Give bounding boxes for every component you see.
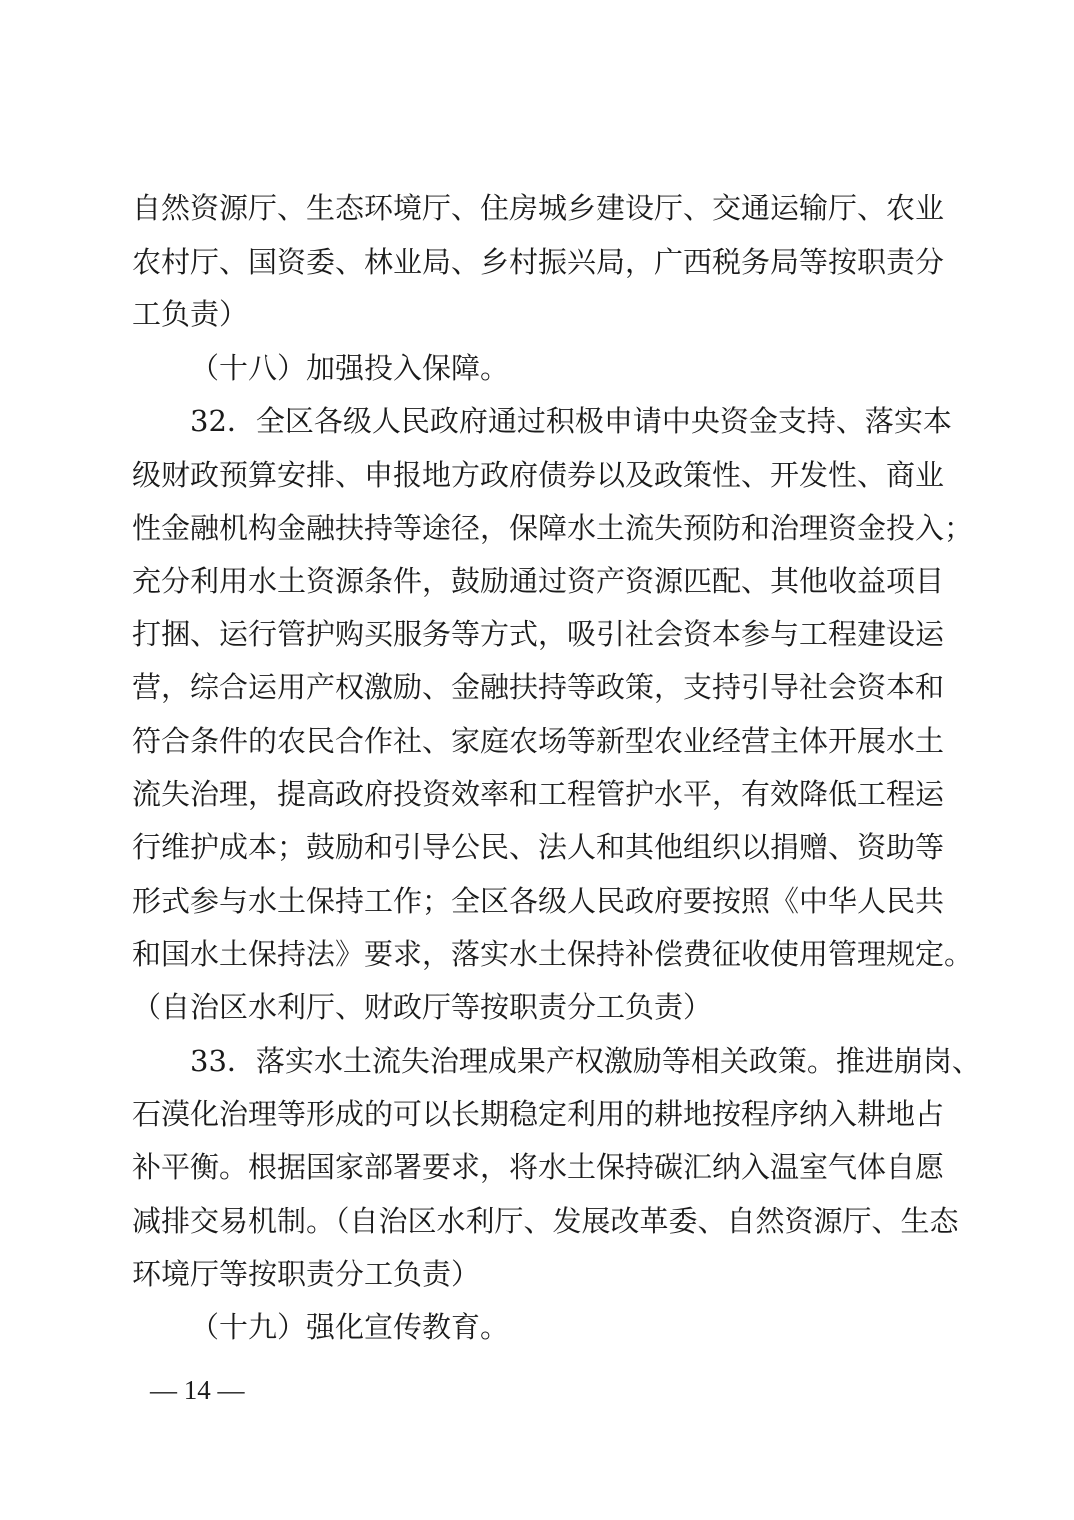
text-line-9: 打捆、运行管护购买服务等方式，吸引社会资本参与工程建设运 — [132, 617, 945, 651]
text-line-18: 石漠化治理等形成的可以长期稳定利用的耕地按程序纳入耕地占 — [132, 1097, 945, 1131]
text-line-10: 营，综合运用产权激励、金融扶持等政策，支持引导社会资本和 — [132, 670, 945, 704]
text-line-1: 自然资源厅、生态环境厅、住房城乡建设厅、交通运输厅、农业 — [132, 191, 945, 225]
text-line-15: 和国水土保持法》要求，落实水土保持补偿费征收使用管理规定。 — [132, 937, 974, 971]
text-line-3: 工负责） — [132, 297, 249, 331]
text-line-12: 流失治理，提高政府投资效率和工程管护水平，有效降低工程运 — [132, 777, 945, 811]
item-33-line-1: 33．落实水土流失治理成果产权激励等相关政策。推进崩岗、 — [190, 1044, 981, 1078]
text-line-8: 充分利用水土资源条件，鼓励通过资产资源匹配、其他收益项目 — [132, 564, 945, 598]
item-32-line-1: 32．全区各级人民政府通过积极申请中央资金支持、落实本 — [190, 404, 952, 438]
text-line-6: 级财政预算安排、申报地方政府债券以及政策性、开发性、商业 — [132, 458, 945, 492]
text-line-19: 补平衡。根据国家部署要求，将水土保持碳汇纳入温室气体自愿 — [132, 1150, 945, 1184]
page-number: — 14 — — [150, 1375, 245, 1405]
text-line-21: 环境厅等按职责分工负责） — [132, 1257, 481, 1291]
text-line-11: 符合条件的农民合作社、家庭农场等新型农业经营主体开展水土 — [132, 724, 945, 758]
section-heading-18: （十八）加强投入保障。 — [190, 351, 510, 385]
text-line-2: 农村厅、国资委、林业局、乡村振兴局，广西税务局等按职责分 — [132, 245, 945, 279]
text-line-20: 减排交易机制。（自治区水利厅、发展改革委、自然资源厅、生态 — [132, 1204, 959, 1238]
text-line-7: 性金融机构金融扶持等途径，保障水土流失预防和治理资金投入； — [132, 511, 974, 545]
section-heading-19: （十九）强化宣传教育。 — [190, 1310, 510, 1344]
text-line-14: 形式参与水土保持工作；全区各级人民政府要按照《中华人民共 — [132, 884, 945, 918]
text-line-13: 行维护成本；鼓励和引导公民、法人和其他组织以捐赠、资助等 — [132, 830, 945, 864]
text-line-16: （自治区水利厅、财政厅等按职责分工负责） — [132, 990, 713, 1024]
